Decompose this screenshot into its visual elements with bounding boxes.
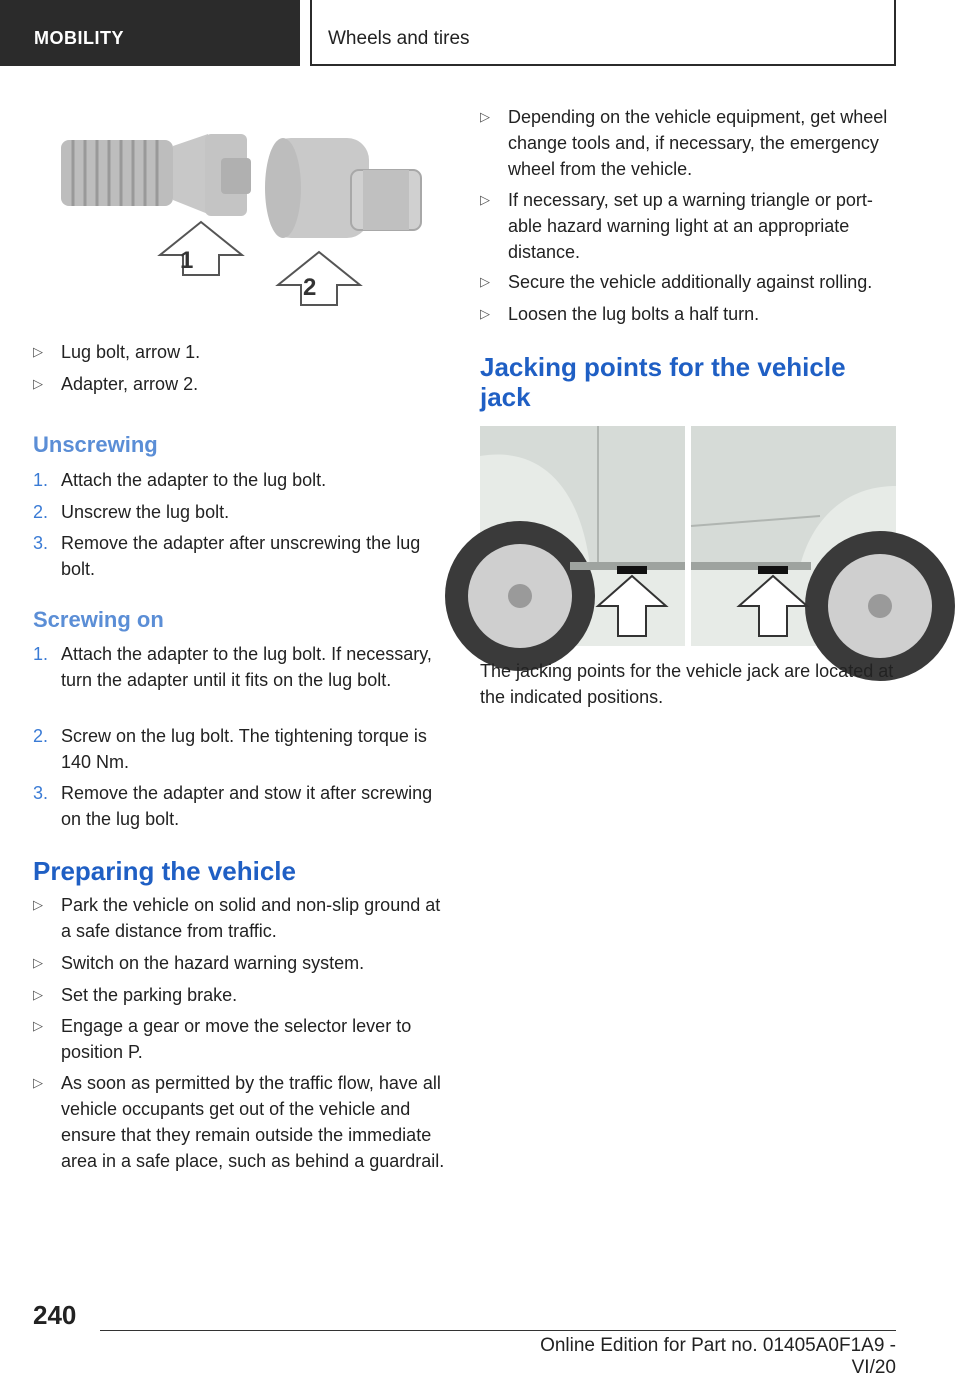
triangle-bullet-icon: ▷ <box>33 1018 43 1033</box>
list-item: 2. Unscrew the lug bolt. <box>33 502 230 522</box>
arrow-2-label: 2 <box>303 274 317 301</box>
list-item: ▷ Switch on the hazard warning system. <box>33 950 453 976</box>
list-item: ▷ Depending on the vehicle equipment, get wheel change tools and, if necessary, the emergency wheel from the vehicle. <box>480 104 898 182</box>
header-chapter-label: Wheels and tires <box>328 28 470 49</box>
lug-bolt-icon <box>61 134 251 216</box>
list-item: ▷ Park the vehicle on solid and non-slip ground at a safe distance from traffic. <box>33 892 453 944</box>
list-item: ▷ Lug bolt, arrow 1. <box>33 339 453 365</box>
list-item: ▷ If necessary, set up a warning triangle or portable hazard warning light at an appropriate distance. <box>480 187 898 265</box>
triangle-bullet-icon: ▷ <box>480 274 490 289</box>
list-item: 1. Attach the adapter to the lug bolt. <box>33 470 327 490</box>
triangle-bullet-icon: ▷ <box>33 376 43 391</box>
list-item: 2. Screw on the lug bolt. The tightening torque is 140 Nm. <box>33 726 427 772</box>
triangle-bullet-icon: ▷ <box>33 1075 43 1090</box>
arrow-1-label: 1 <box>180 247 194 274</box>
list-item: 3. Remove the adapter after unscrewing the lug bolt. <box>33 533 421 579</box>
lug-bolt-adapter-illustration <box>33 100 453 330</box>
header-section-tab <box>0 0 300 66</box>
list-item: ▷ Engage a gear or move the selector lever to position P. <box>33 1013 453 1065</box>
list-item: ▷ Adapter, arrow 2. <box>33 371 453 397</box>
section-heading-jacking-points: Jacking points for the vehicle jack <box>480 352 846 412</box>
list-item: ▷ Secure the vehicle additionally against rolling. <box>480 269 898 295</box>
triangle-bullet-icon: ▷ <box>33 344 43 359</box>
list-item: 3. Remove the adapter and stow it after screwing on the lug bolt. <box>33 783 433 829</box>
list-item: ▷ Loosen the lug bolts a half turn. <box>480 301 898 327</box>
header-chapter-box <box>310 0 896 66</box>
section-heading-screwing-on: Screwing on <box>33 607 164 632</box>
header-section-label: MOBILITY <box>34 28 124 48</box>
triangle-bullet-icon: ▷ <box>33 987 43 1002</box>
list-item: 1. Attach the adapter to the lug bolt. If necessary, turn the adapter until it fits on the lug bolt. <box>33 644 432 690</box>
footer-divider <box>100 1330 896 1331</box>
section-heading-preparing-vehicle: Preparing the vehicle <box>33 856 296 886</box>
jacking-points-illustration <box>480 426 896 646</box>
triangle-bullet-icon: ▷ <box>480 109 490 124</box>
triangle-bullet-icon: ▷ <box>33 955 43 970</box>
front-jacking-point-panel <box>445 426 685 671</box>
list-item: ▷ Set the parking brake. <box>33 982 453 1008</box>
triangle-bullet-icon: ▷ <box>33 897 43 912</box>
section-heading-unscrewing: Unscrewing <box>33 432 158 457</box>
list-item: ▷ As soon as permitted by the traffic flow, have all vehicle occupants get out of the vehicle and ensure that they remain outside the immediate area in a safe place, such as behind a guardrail. <box>33 1070 453 1174</box>
rear-jacking-point-panel <box>691 426 955 681</box>
jacking-points-description: The jacking points for the vehicle jack are located at the indicated positions. <box>480 661 894 707</box>
triangle-bullet-icon: ▷ <box>480 306 490 321</box>
page-number: 240 <box>33 1300 77 1330</box>
footer-edition: Online Edition for Part no. 01405A0F1A9 - VI/20 <box>540 1335 896 1378</box>
triangle-bullet-icon: ▷ <box>480 192 490 207</box>
